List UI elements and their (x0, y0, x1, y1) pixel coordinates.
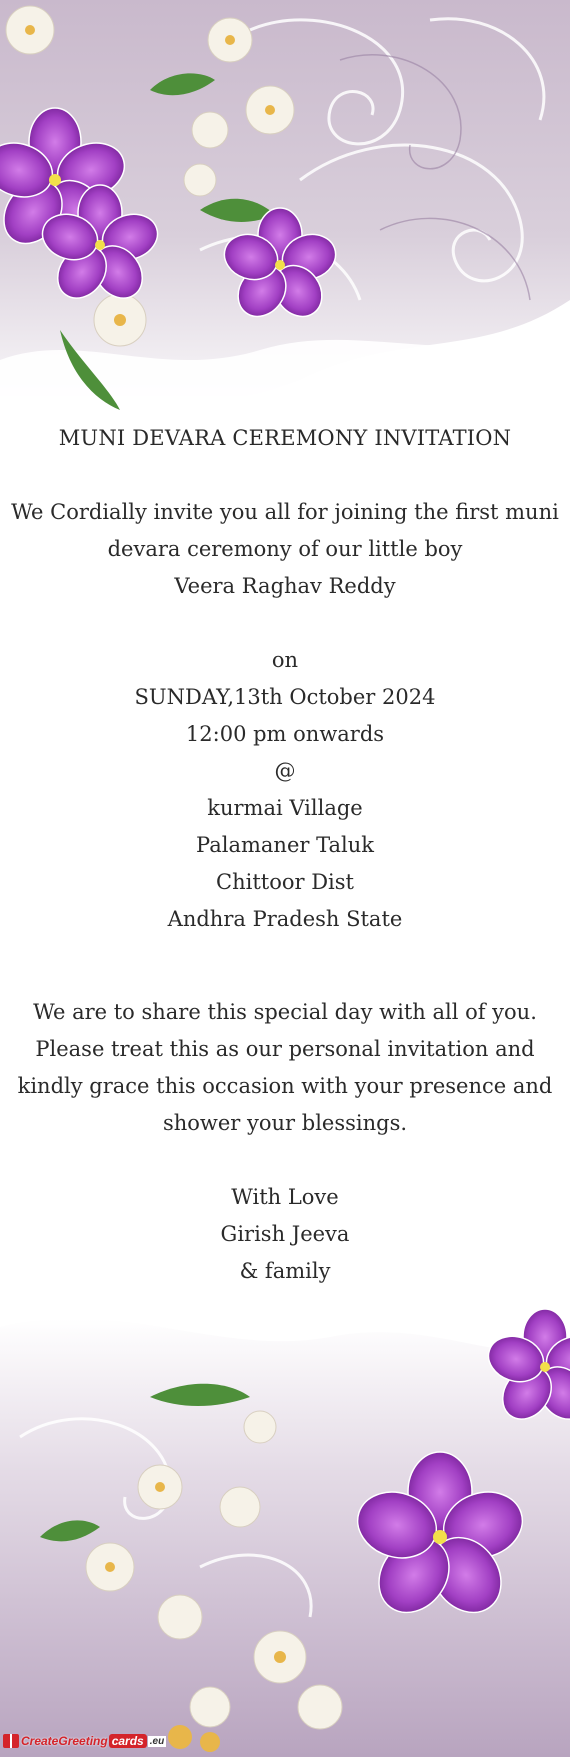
logo-text-2: cards (109, 1734, 147, 1748)
host-name: Girish Jeeva (220, 1222, 350, 1246)
site-logo[interactable] (3, 1728, 166, 1754)
venue-taluk: Palamaner Taluk (196, 833, 374, 857)
venue-village: kurmai Village (207, 796, 363, 820)
family: & family (239, 1259, 331, 1283)
invitation-title: MUNI DEVARA CEREMONY INVITATION (58, 426, 512, 450)
on-word: on (271, 648, 299, 672)
gift-icon (3, 1734, 19, 1748)
message-line-3: kindly grace this occasion with your presence and (17, 1074, 553, 1098)
venue-district: Chittoor Dist (216, 870, 354, 894)
message-line-2: Please treat this as our personal invitation and (35, 1037, 535, 1061)
venue-state: Andhra Pradesh State (167, 907, 403, 931)
logo-text-3: .eu (149, 1735, 165, 1747)
bottom-floral-decoration (0, 1237, 570, 1757)
message-line-4: shower your blessings. (162, 1111, 408, 1135)
logo-text-1: CreateGreeting (21, 1734, 108, 1748)
top-floral-decoration (0, 0, 570, 470)
event-date: SUNDAY,13th October 2024 (134, 685, 436, 709)
child-name: Veera Raghav Reddy (174, 574, 396, 598)
message-line-1: We are to share this special day with all of you. (33, 1000, 537, 1024)
intro-line-2: devara ceremony of our little boy (107, 537, 463, 561)
event-time: 12:00 pm onwards (185, 722, 385, 746)
at-symbol: @ (274, 759, 296, 783)
invitation-text (0, 420, 570, 1290)
intro-line-1: We Cordially invite you all for joining the first muni (11, 500, 559, 524)
closing: With Love (231, 1185, 339, 1209)
